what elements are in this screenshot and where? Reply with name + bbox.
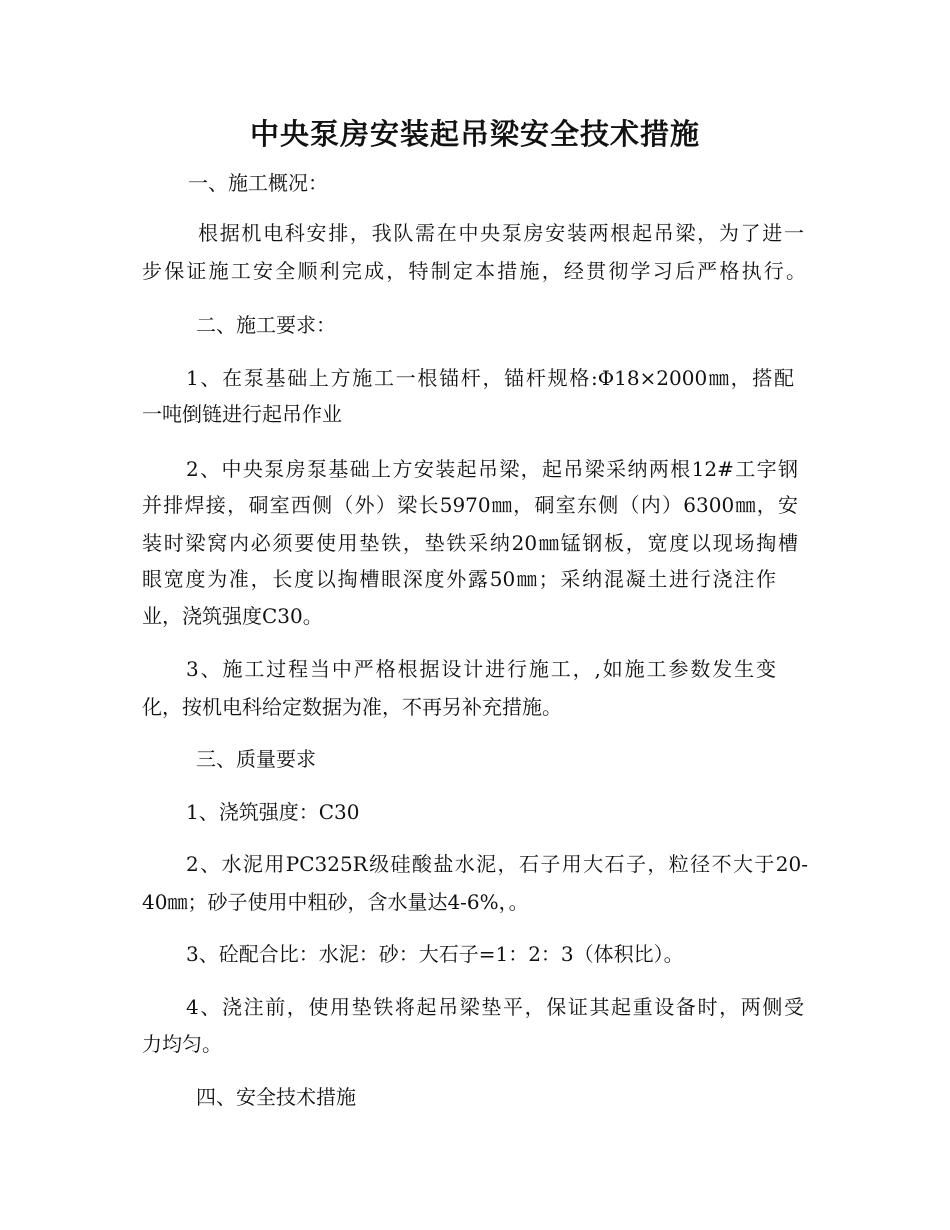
- section-heading-requirements: 二、施工要求：: [196, 313, 336, 337]
- paragraph-line: 2、中央泵房泵基础上方安装起吊梁，起吊梁采纳两根12#工字钢: [186, 457, 798, 481]
- paragraph-line: 3、砼配合比：水泥：砂：大石子=1：2：3（体积比）。: [186, 942, 684, 966]
- paragraph-line: 力均匀。: [142, 1032, 222, 1056]
- paragraph-line: 化，按机电科给定数据为准，不再另补充措施。: [142, 695, 562, 719]
- paragraph-line: 业，浇筑强度C30。: [142, 604, 323, 628]
- paragraph-line: 装时梁窝内必须要使用垫铁，垫铁采纳20㎜锰钢板，宽度以现场掏槽: [142, 531, 798, 555]
- paragraph-line: 并排焊接，硐室西侧（外）梁长5970㎜，硐室东侧（内）6300㎜，安: [142, 493, 798, 517]
- paragraph-line: 根据机电科安排，我队需在中央泵房安装两根起吊梁，为了进一: [198, 221, 804, 245]
- paragraph-line: 眼宽度为准，长度以掏槽眼深度外露50㎜；采纳混凝土进行浇注作: [142, 567, 776, 591]
- paragraph-line: 1、浇筑强度：C30: [186, 800, 360, 824]
- document-title: 中央泵房安装起吊梁安全技术措施: [249, 117, 700, 151]
- paragraph-line: 一吨倒链进行起吊作业: [142, 402, 342, 426]
- section-heading-quality: 三、质量要求: [196, 747, 316, 771]
- paragraph-line: 1、在泵基础上方施工一根锚杆，锚杆规格:Φ18×2000㎜，搭配: [186, 366, 794, 390]
- paragraph-line: 3、施工过程当中严格根据设计进行施工，,如施工参数发生变: [186, 657, 776, 681]
- paragraph-line: 4、浇注前，使用垫铁将起吊梁垫平，保证其起重设备时，两侧受: [186, 995, 804, 1019]
- section-heading-overview: 一、施工概况：: [188, 171, 328, 195]
- paragraph-line: 步保证施工安全顺利完成，特制定本措施，经贯彻学习后严格执行。: [142, 259, 806, 283]
- paragraph-line: 2、水泥用PC325R级硅酸盐水泥，石子用大石子，粒径不大于20-: [186, 852, 808, 876]
- paragraph-line: 40㎜；砂子使用中粗砂，含水量达4-6%，。: [142, 890, 529, 914]
- section-heading-safety: 四、安全技术措施: [196, 1085, 356, 1109]
